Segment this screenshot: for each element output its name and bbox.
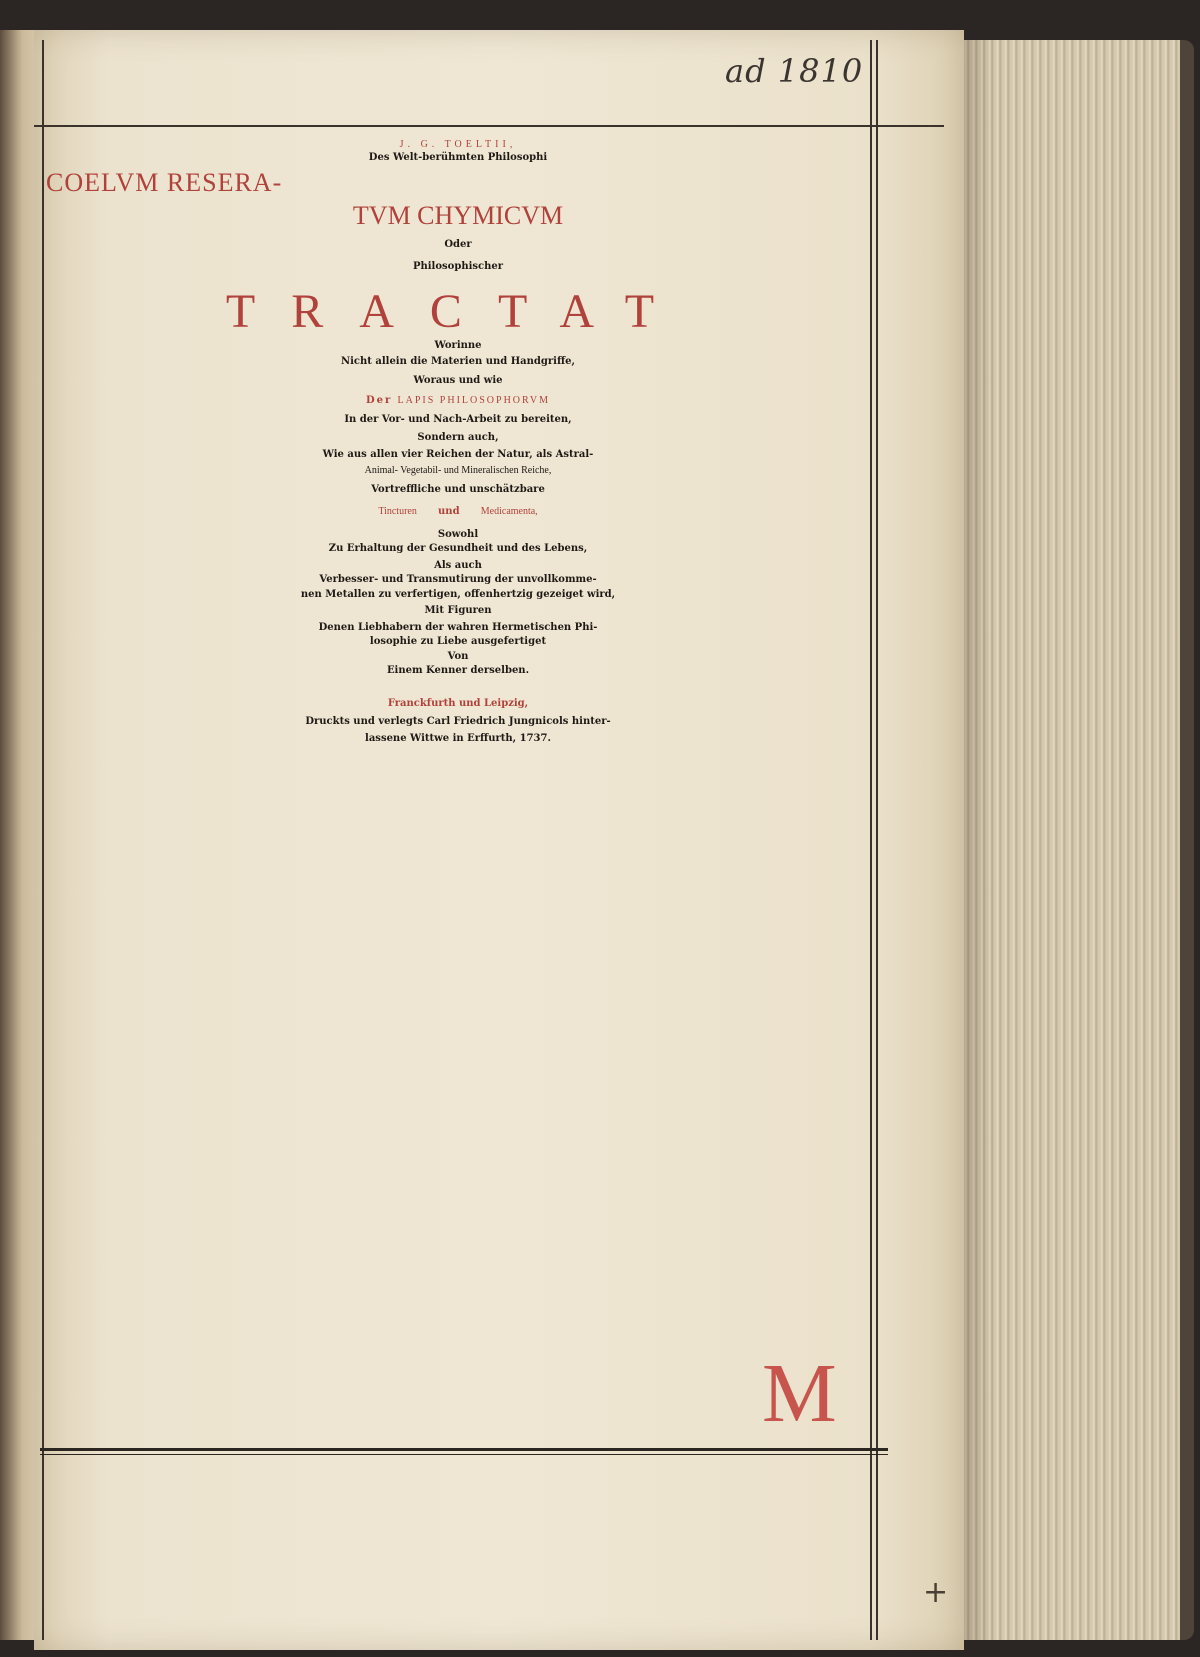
imprint-line-1: Druckts und verlegts Carl Friedrich Jungnicols hinter- [305, 716, 611, 728]
oder-line: Oder [444, 238, 472, 250]
lapis-prefix: Der [366, 395, 393, 407]
nen-metallen-line: nen Metallen zu verfertigen, offenhertzig gezeiget wird, [300, 588, 616, 600]
in-der-line: In der Vor- und Nach-Arbeit zu bereiten, [344, 413, 572, 425]
title-line-1: COELVM RESERA- [46, 168, 283, 197]
und-word: und [438, 506, 460, 518]
epithet-line: Des Welt-berühmten Philosophi [368, 151, 548, 163]
nicht-allein-line: Nicht allein die Materien und Handgriffe, [340, 356, 576, 368]
zu-erhaltung-line: Zu Erhaltung der Gesundheit und des Lebens, [328, 543, 588, 555]
vortreffliche-line: Vortreffliche und unschätzbare [371, 483, 545, 495]
woraus-line: Woraus und wie [413, 374, 503, 386]
imprint-line-2: lassene Wittwe in Erffurth, 1737. [365, 732, 551, 744]
philosophischer-line: Philosophischer [412, 261, 504, 273]
author-line: J. G. TOELTII, [399, 139, 517, 150]
verbesser-line: Verbesser- und Transmutirung der unvollkomme- [319, 574, 597, 586]
lapis-title: LAPIS PHILOSOPHORVM [397, 395, 550, 407]
einem-kenner-line: Einem Kenner derselben. [386, 665, 530, 677]
als-auch-line: Als auch [434, 559, 482, 571]
library-stamp: M [762, 1347, 837, 1440]
handwritten-note: ad 1810 [725, 52, 864, 90]
frame-top-rule [34, 125, 944, 127]
medicamenta-word: Medicamenta, [480, 506, 538, 518]
mit-figuren-line: Mit Figuren [424, 605, 492, 617]
tincturen-word: Tincturen [378, 506, 417, 518]
wie-aus-line: Wie aus allen vier Reichen der Natur, als Astral- [322, 448, 594, 460]
denen-line: Denen Liebhabern der wahren Hermetischen Phi- [318, 621, 598, 633]
lapis-line [42, 396, 874, 407]
imprint-rule-thin [40, 1454, 888, 1455]
margin-mark: + [923, 1575, 949, 1610]
von-line: Von [447, 650, 469, 662]
sondern-line: Sondern auch, [417, 432, 499, 444]
title-line-2: TVM CHYMICVM [352, 201, 564, 231]
sowohl-line: Sowohl [437, 528, 479, 540]
page-fore-edges [955, 40, 1194, 1640]
imprint-place: Franckfurth und Leipzig, [387, 697, 529, 709]
losophie-line: losophie zu Liebe ausgefertiget [369, 636, 547, 648]
animal-line: Animal- Vegetabil- und Mineralischen Reiche, [364, 465, 552, 477]
imprint-rule [40, 1448, 888, 1451]
worinne-line: Worinne [434, 339, 482, 351]
title-page-text [42, 130, 874, 744]
tincturen-line [42, 507, 874, 518]
tractat-line: TRACTAT [225, 284, 691, 338]
